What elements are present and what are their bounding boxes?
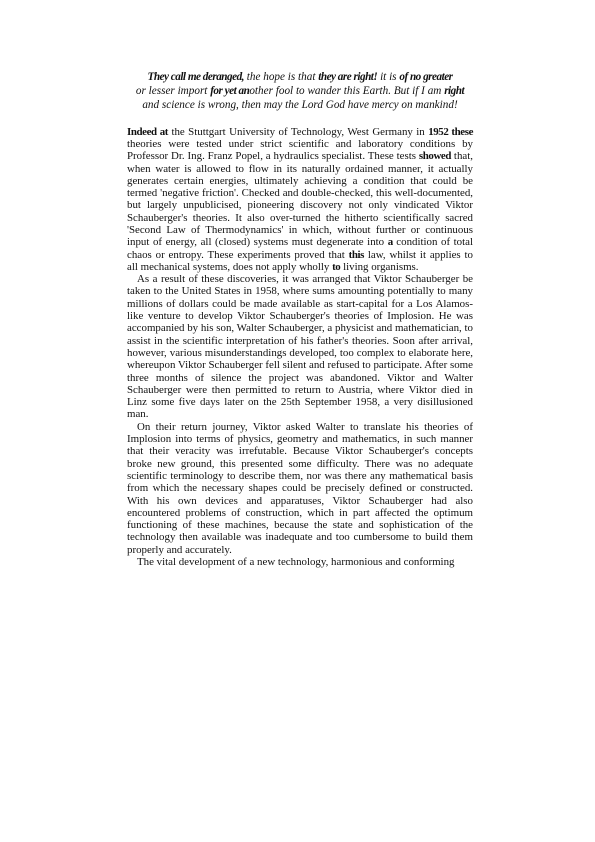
p1-bold-3: showed: [418, 150, 452, 163]
epigraph-bold-5: right: [444, 85, 465, 98]
paragraph-4: The vital development of a new technology, harmonious and conforming: [137, 556, 455, 568]
epigraph-text-2: it is: [377, 71, 400, 83]
epigraph-text-3: or lesser import: [135, 85, 211, 98]
epigraph-bold-4: for yet an: [210, 85, 250, 98]
p1-bold-1: Indeed at: [127, 125, 168, 138]
epigraph-text-4: other fool to wander this Earth. But if I am: [249, 85, 445, 98]
p1-bold-4: a: [387, 236, 393, 249]
epigraph-bold-3: of no greater: [399, 71, 453, 83]
p1-text-1: the Stuttgart University of Technology, West Germany in: [168, 125, 429, 138]
epigraph-text-5: and science is wrong, then may the Lord God have mercy on mankind!: [142, 99, 458, 112]
epigraph-quote: [127, 70, 473, 113]
paragraph-2: As a result of these discoveries, it was arranged that Viktor Schauberger be taken to the United States in 1958, where sums amounting potentially to many millions of dollars could be made available as start-capital for a Los Alamos-like venture to develop Viktor Schauberger's theories of Implosion. He was accompanied by his son, Walter Schauberger, a physicist and mathematician, to assist in the scientific interpretation of his father's theories. Soon after arrival, however, various misunderstandings developed, too complex to elaborate here, whereupon Viktor Schauberger fell silent and refused to participate. After some three months of silence the project was abandoned. Viktor and Walter Schauberger were then permitted to return to Austria, where Viktor died in Linz some five days later on the 25th September 1958, a very disillusioned man.: [127, 273, 473, 421]
paragraph-3: On their return journey, Viktor asked Walter to translate his theories of Implosion into terms of physics, geometry and mathematics, in such manner that their veracity was irrefutable. Because Viktor Schauberger's concepts broke new ground, this presented some difficulty. There was no adequate scientific terminology to describe them, nor was there any mathematical basis from which the necessary shapes could be precisely defined or constructed. With his own devices and apparatuses, Viktor Schauberger had also encountered problems of construction, which in part affected the optimum functioning of these machines, because the state and sophistication of the technology then available was inadequate and too cumbersome to build them properly and accurately.: [127, 420, 473, 556]
p1-text-2: theories were tested under strict scientific and laboratory conditions by Professor Dr. Ing. Franz Popel, a hydraulics specialist. These tests: [127, 137, 473, 163]
p1-text-4: condition of total chaos or entropy. These experiments proved that: [127, 236, 473, 261]
p1-bold-2: 1952 these: [428, 125, 473, 138]
paragraph-1: [127, 126, 473, 274]
epigraph-bold-1: They call me deranged,: [147, 71, 244, 83]
p1-bold-5: this: [348, 248, 365, 261]
p1-text-3: that, when water is allowed to flow in its naturally ordained manner, it actually generates certain energies, ultimately achieving a condition that could be termed 'negative friction'. Checked and double-checked, this well-documented, but largely unpublicised, pioneering discovery not only vindicated Viktor Schauberger's theories. It also over-turned the hitherto scientifically sacred 'Second Law of Thermodynamics' in which, without further or continuous input of energy, all (closed) systems must degenerate into: [127, 150, 473, 249]
p1-bold-6: to: [332, 260, 341, 273]
p1-text-5: law, whilst it applies to all mechanical systems, does not apply wholly: [127, 248, 473, 273]
epigraph-bold-2: they are right!: [318, 71, 378, 83]
epigraph-text-1: the hope is that: [243, 71, 319, 83]
page-content: [127, 70, 473, 568]
p1-text-6: living organisms.: [340, 260, 419, 273]
